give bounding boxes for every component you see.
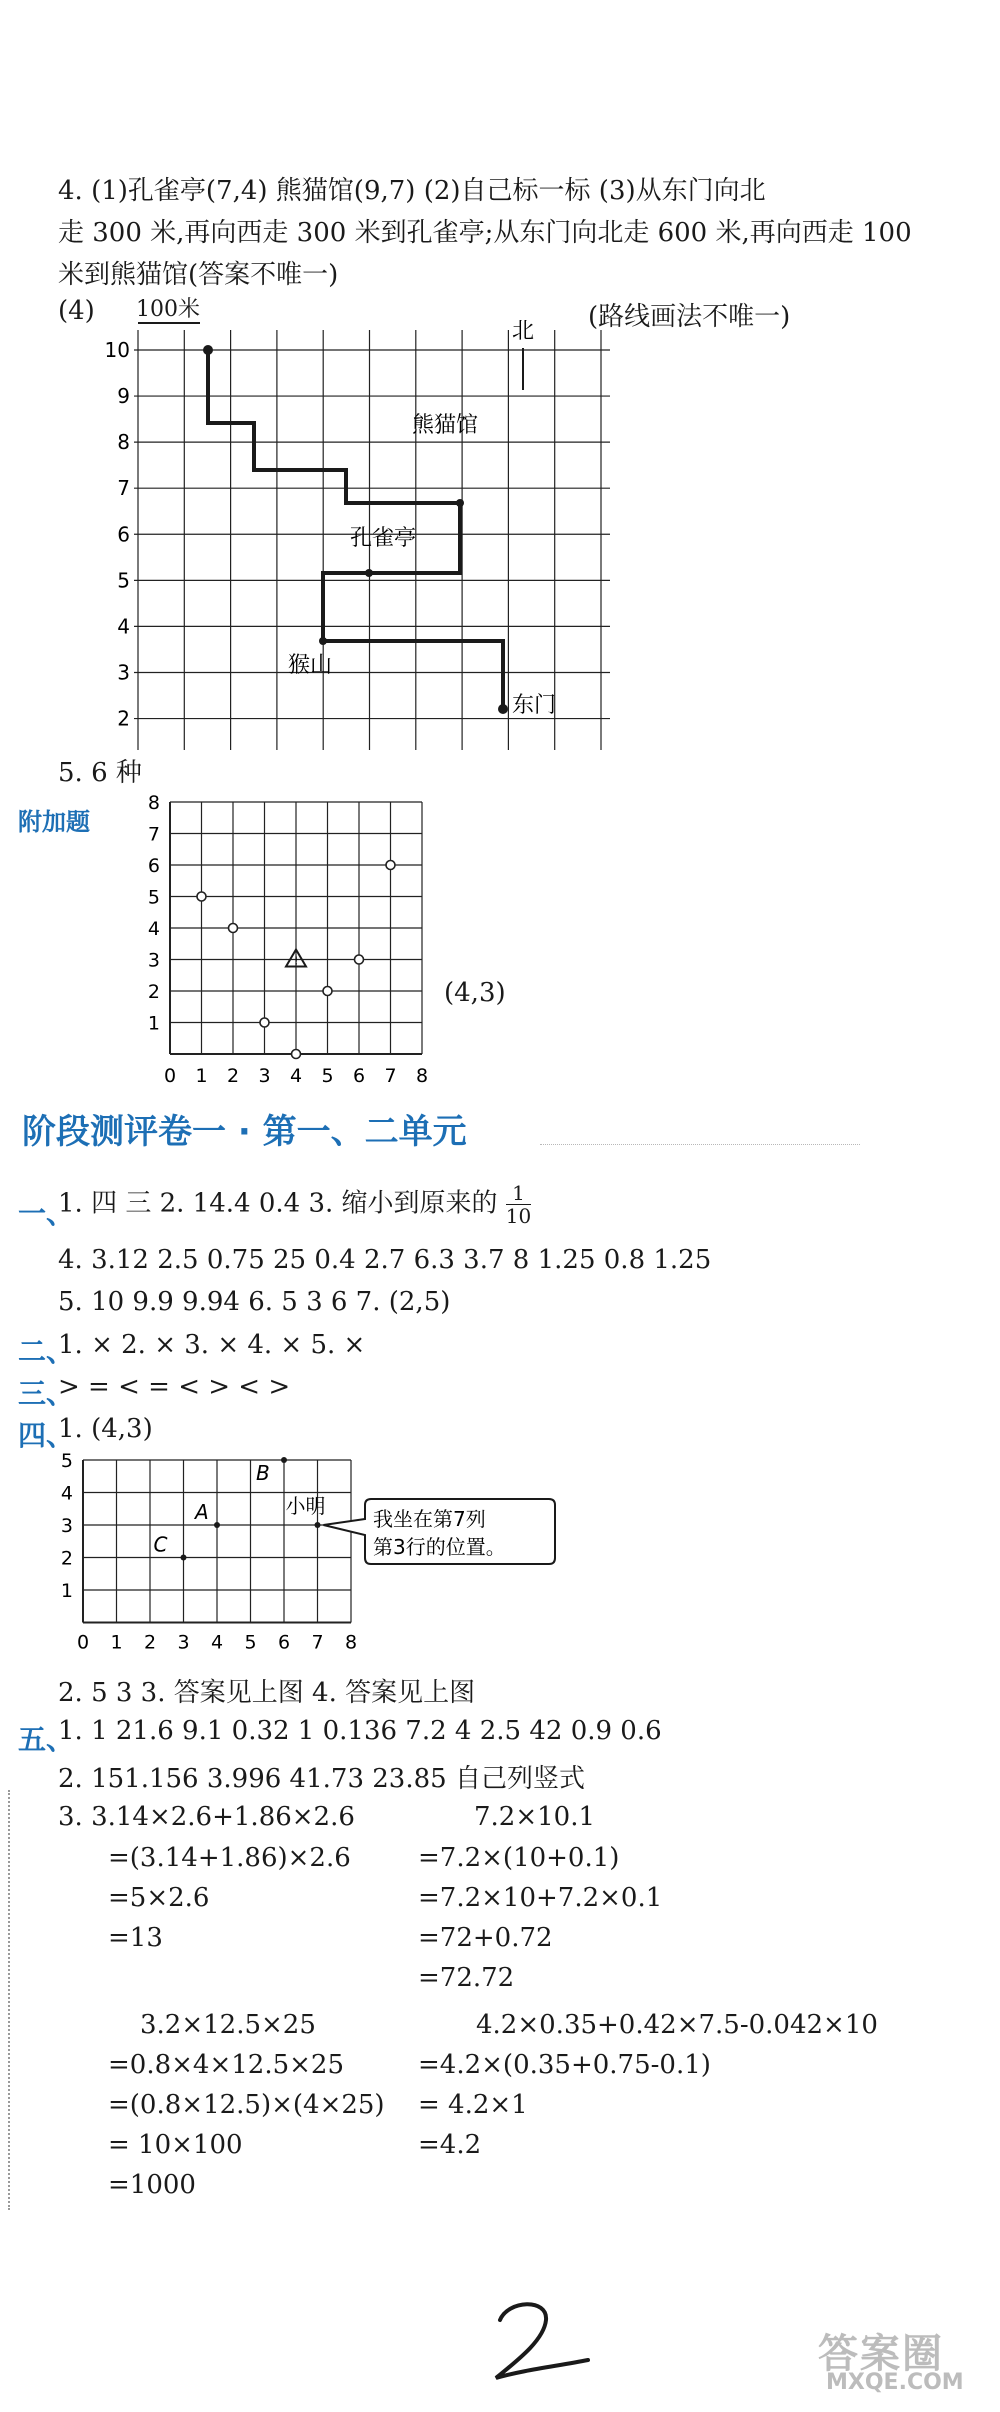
q4-note: (路线画法不唯一): [588, 302, 791, 332]
x-tick-label: 4: [210, 1631, 224, 1650]
y-tick-label: 4: [60, 1482, 73, 1505]
bonus-answer: (4,3): [444, 978, 506, 1008]
open-point: [355, 955, 364, 964]
calc-a-step0: 3. 3.14×2.6+1.86×2.6: [58, 1802, 355, 1832]
route-panda-path: [208, 350, 460, 573]
x-tick-label: 3: [177, 1631, 190, 1650]
calc-d-step0: 4.2×0.35+0.42×7.5-0.042×10: [476, 2010, 878, 2040]
y-tick-label: 10: [104, 338, 130, 362]
x-tick-label: 5: [244, 1631, 257, 1650]
calc-a-step1: =(3.14+1.86)×2.6: [108, 1843, 351, 1873]
y-tick-label: 5: [147, 886, 160, 909]
y-tick-label: 3: [147, 949, 160, 972]
label-panda: 熊猫馆: [412, 413, 479, 438]
part5-marker: 五、: [18, 1723, 75, 1756]
x-tick-label: 6: [277, 1631, 291, 1650]
x-tick-label: 5: [321, 1065, 334, 1087]
y-tick-label: 5: [60, 1450, 73, 1472]
fraction-numerator: 1: [506, 1182, 531, 1205]
part5-line1: 1. 1 21.6 9.1 0.32 1 0.136 7.2 4 2.5 42 0.9 0.6: [58, 1716, 662, 1746]
point-c: [181, 1555, 187, 1561]
calc-d-step2: = 4.2×1: [418, 2090, 528, 2120]
q4-part4: (4): [58, 296, 95, 326]
calc-c-step0: 3.2×12.5×25: [140, 2010, 316, 2040]
label-c: C: [153, 1532, 168, 1557]
map-grid-chart: [90, 320, 610, 750]
part1-line1: [58, 1182, 531, 1227]
calc-d-step3: =4.2: [418, 2130, 482, 2160]
part2-marker: 二、: [18, 1335, 75, 1368]
seat-grid-lines: [83, 1460, 351, 1623]
label-peacock: 孔雀亭: [350, 526, 417, 551]
calc-c-step2: =(0.8×12.5)×(4×25): [108, 2090, 385, 2120]
q4-line1: 4. (1)孔雀亭(7,4) 熊猫馆(9,7) (2)自己标一标 (3)从东门向北: [58, 176, 766, 206]
peacock-dot: [365, 569, 373, 577]
x-tick-label: 2: [226, 1065, 240, 1087]
calc-c-step3: = 10×100: [108, 2130, 243, 2160]
part4-line2: 2. 5 3 3. 答案见上图 4. 答案见上图: [58, 1678, 476, 1708]
calc-d-step1: =4.2×(0.35+0.75-0.1): [418, 2050, 711, 2080]
q4-line2: 走 300 米,再向西走 300 米到孔雀亭;从东门向北走 600 米,再向西走 100: [58, 218, 912, 248]
part3-answers: > = < = < > < >: [58, 1372, 291, 1402]
east-gate-dot: [498, 704, 508, 714]
page-number-handwritten: [478, 2290, 598, 2390]
y-tick-label: 7: [147, 823, 160, 846]
x-tick-label: 0: [76, 1631, 90, 1650]
y-tick-label: 4: [147, 918, 160, 940]
y-tick-label: 4: [117, 614, 130, 639]
route-to-panda: [323, 641, 503, 709]
bonus-grid-lines: [170, 802, 422, 1054]
title-rule: [540, 1144, 860, 1145]
fraction-denominator: 10: [505, 1204, 532, 1228]
open-point: [386, 861, 395, 870]
calc-b-step1: =7.2×(10+0.1): [418, 1843, 620, 1873]
label-a: A: [195, 1500, 209, 1524]
x-tick-label: 3: [258, 1065, 271, 1087]
seat-x-ticks: [77, 1632, 357, 1651]
calc-a-step3: =13: [108, 1923, 163, 1953]
north-label: 北: [512, 320, 535, 344]
y-tick-label: 2: [117, 706, 130, 731]
bonus-heading: 附加题: [18, 808, 90, 836]
label-xiaoming: 小明: [285, 1494, 326, 1518]
y-tick-label: 8: [117, 430, 130, 455]
page-number: 2: [478, 2290, 479, 2291]
watermark-url: MXQE.COM: [826, 2370, 964, 2395]
x-tick-label: 8: [344, 1631, 358, 1650]
calc-b-step0: 7.2×10.1: [474, 1802, 596, 1832]
fraction-one-tenth: [506, 1182, 531, 1227]
x-tick-label: 7: [311, 1631, 324, 1650]
bubble-line1: 我坐在第7列: [373, 1507, 486, 1531]
x-tick-label: 1: [110, 1631, 123, 1650]
part5-line2: 2. 151.156 3.996 41.73 23.85 自己列竖式: [58, 1764, 585, 1794]
x-tick-label: 0: [163, 1065, 177, 1087]
bonus-y-ticks: [148, 792, 160, 1035]
label-east-gate: 东门: [512, 693, 557, 718]
point-b: [281, 1457, 287, 1463]
y-tick-label: 8: [147, 792, 160, 814]
y-tick-label: 1: [147, 1012, 160, 1035]
y-tick-label: 7: [117, 476, 130, 501]
x-tick-label: 2: [143, 1631, 157, 1650]
y-tick-label: 3: [117, 660, 130, 685]
seat-y-ticks: [61, 1450, 73, 1602]
y-tick-label: 3: [60, 1515, 73, 1537]
panda-dot: [456, 499, 464, 507]
y-tick-label: 2: [147, 981, 160, 1003]
route-end-dot: [203, 345, 213, 355]
y-tick-label: 5: [117, 568, 130, 593]
open-point: [292, 1050, 301, 1059]
x-tick-label: 7: [384, 1065, 397, 1087]
y-tick-label: 1: [60, 1580, 73, 1602]
calc-b-step2: =7.2×10+7.2×0.1: [418, 1883, 663, 1913]
x-tick-label: 8: [415, 1065, 429, 1087]
calc-c-step4: =1000: [108, 2170, 196, 2200]
label-b: B: [256, 1461, 270, 1485]
part4-line1: 1. (4,3): [58, 1414, 153, 1444]
open-point: [229, 924, 238, 933]
seat-grid-chart: [50, 1450, 590, 1650]
open-point: [197, 892, 206, 901]
watermark-logo: 答案圈: [818, 2331, 944, 2377]
bonus-grid-chart: [140, 790, 430, 1090]
warning-triangle-mark: !: [294, 954, 299, 968]
y-tick-label: 2: [60, 1547, 73, 1570]
part1-line1-text: 1. 四 三 2. 14.4 0.4 3. 缩小到原来的: [58, 1188, 498, 1219]
x-tick-label: 6: [352, 1065, 366, 1087]
part1-line3: 5. 10 9.9 9.94 6. 5 3 6 7. (2,5): [58, 1287, 451, 1317]
calc-a-step2: =5×2.6: [108, 1883, 210, 1913]
section-title: 阶段测评卷一 · 第一、二单元: [22, 1112, 467, 1152]
part2-answers: 1. × 2. × 3. × 4. × 5. ×: [58, 1330, 366, 1360]
scale-label: 100米: [136, 297, 200, 322]
calc-b-step4: =72.72: [418, 1963, 515, 1993]
bubble-line2: 第3行的位置。: [373, 1535, 506, 1559]
q5-answer: 5. 6 种: [58, 758, 142, 788]
x-tick-label: 4: [289, 1065, 303, 1087]
label-monkey: 猴山: [288, 653, 333, 678]
monkey-dot: [319, 637, 327, 645]
x-tick-label: 1: [195, 1065, 208, 1087]
part1-line2: 4. 3.12 2.5 0.75 25 0.4 2.7 6.3 3.7 8 1.25 0.8 1.25: [58, 1245, 712, 1275]
point-xiaoming: [315, 1522, 321, 1528]
q4-line3: 米到熊猫馆(答案不唯一): [58, 260, 339, 290]
y-tick-label: 6: [117, 522, 130, 547]
part3-marker: 三、: [18, 1377, 75, 1410]
part1-marker: 一、: [18, 1197, 75, 1230]
open-point: [323, 987, 332, 996]
point-a: [214, 1522, 220, 1528]
y-tick-label: 9: [117, 384, 130, 409]
part4-marker: 四、: [18, 1419, 75, 1452]
y-tick-label: 6: [147, 855, 160, 877]
bonus-x-ticks: [164, 1065, 428, 1087]
open-point: [260, 1018, 269, 1027]
margin-dotted-line: [8, 1790, 10, 2210]
map-y-ticks: [105, 338, 130, 750]
calc-b-step3: =72+0.72: [418, 1923, 553, 1953]
calc-c-step1: =0.8×4×12.5×25: [108, 2050, 345, 2080]
